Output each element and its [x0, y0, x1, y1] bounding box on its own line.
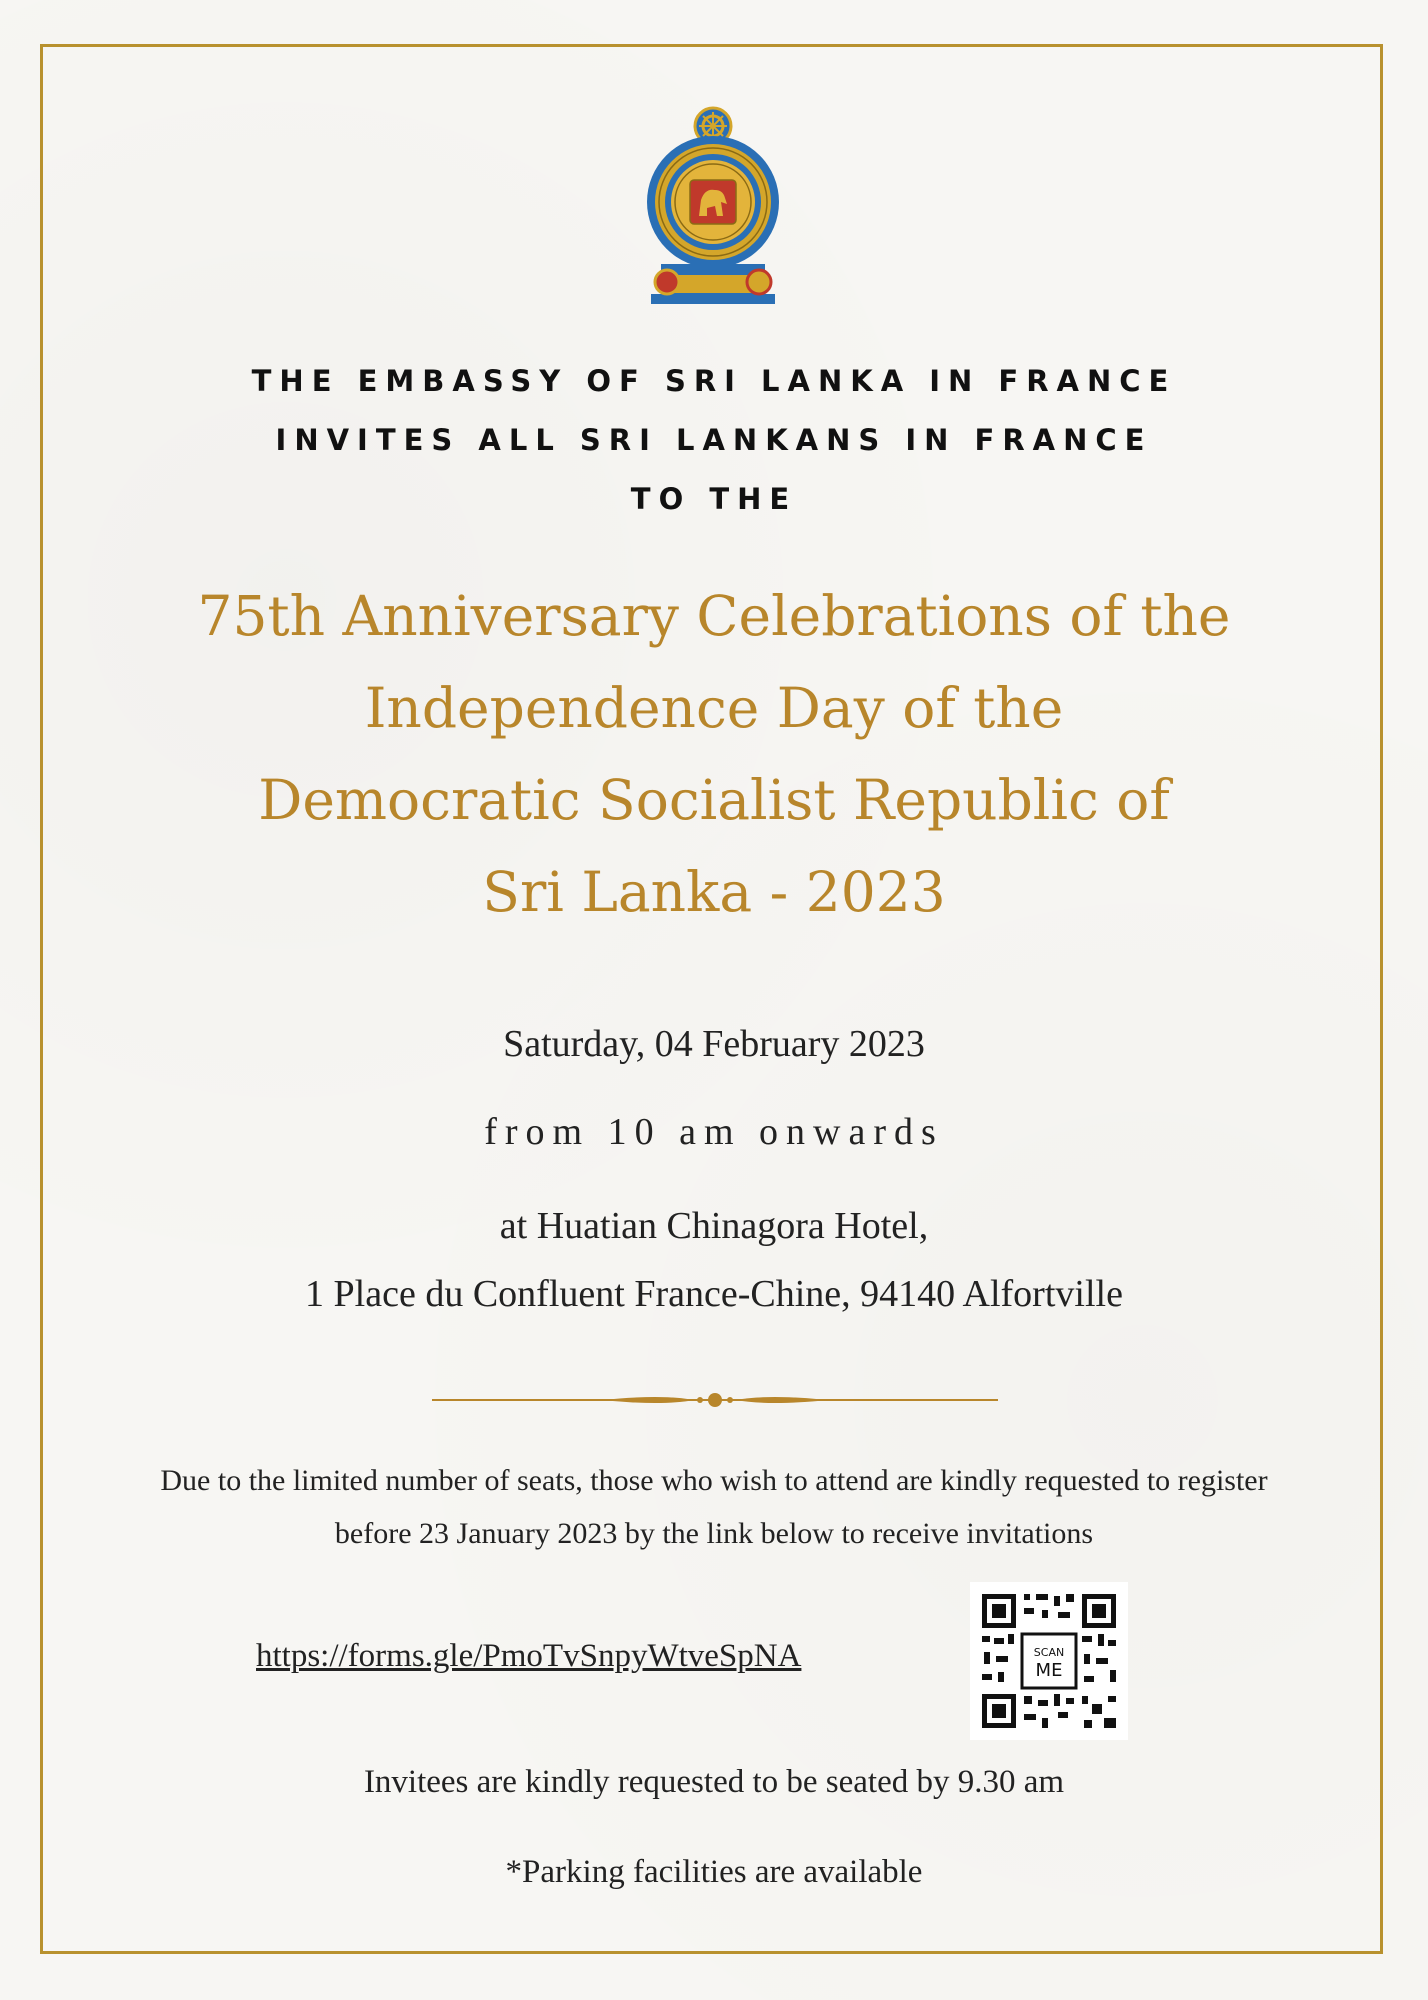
qr-code-icon[interactable] — [970, 1582, 1128, 1740]
title-line-1: 75th Anniversary Celebrations of the — [197, 584, 1231, 648]
registration-link[interactable]: https://forms.gle/PmoTvSnpyWtveSpNA — [256, 1638, 802, 1674]
ornamental-divider-icon — [432, 1390, 998, 1410]
title-line-2: Independence Day of the — [364, 676, 1064, 740]
registration-note: Due to the limited number of seats, those who wish to attend are kindly requested to register before 23 January 2023 by the link below to receive invitations — [160, 1464, 1268, 1550]
parking-note: *Parking facilities are available — [505, 1854, 923, 1890]
event-time: from 10 am onwards — [484, 1111, 944, 1153]
qr-label-scan: SCAN — [1033, 1646, 1065, 1659]
seating-note: Invitees are kindly requested to be seated by 9.30 am — [363, 1764, 1065, 1800]
event-address: 1 Place du Confluent France-Chine, 94140 Alfortville — [305, 1273, 1123, 1315]
title-line-4: Sri Lanka - 2023 — [482, 860, 946, 924]
header-line-3: TO THE — [630, 482, 798, 516]
title-line-3: Democratic Socialist Republic of — [258, 768, 1170, 832]
qr-label-me: ME — [1035, 1660, 1063, 1681]
header-line-2: INVITES ALL SRI LANKANS IN FRANCE — [275, 423, 1153, 457]
event-venue: at Huatian Chinagora Hotel, — [499, 1205, 929, 1247]
event-date: Saturday, 04 February 2023 — [503, 1023, 925, 1065]
sri-lanka-emblem-icon — [643, 104, 783, 306]
event-title — [0, 570, 1428, 938]
header-line-1: THE EMBASSY OF SRI LANKA IN FRANCE — [251, 364, 1177, 398]
